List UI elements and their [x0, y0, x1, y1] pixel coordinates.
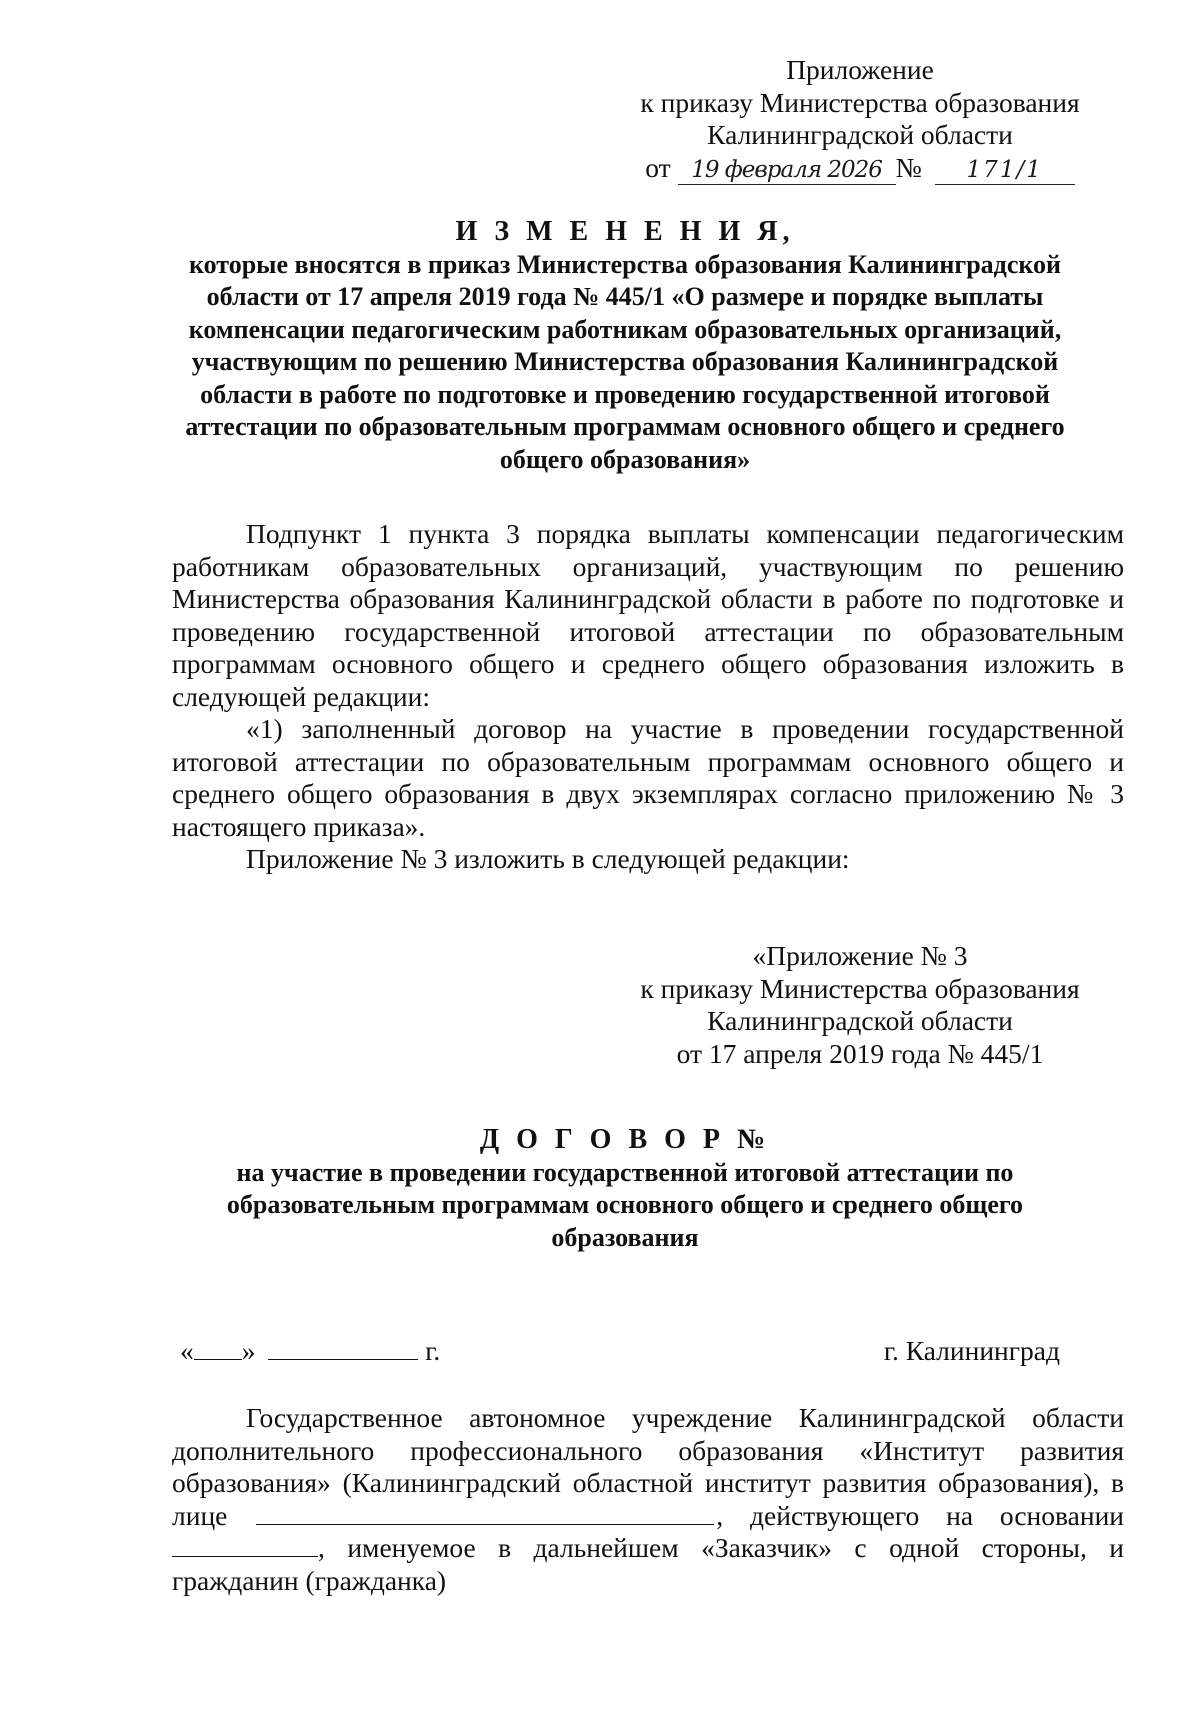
parties-text-2: , действующего на основании: [716, 1499, 1125, 1531]
basis-blank[interactable]: [172, 1532, 318, 1557]
open-quote: «: [180, 1335, 194, 1366]
changes-title: [160, 216, 1090, 476]
changes-subtitle: которые вносятся в приказ Министерства образования Калининградской области от 17 апреля 2019 года № 445/1 «О размере и порядке выплаты компенсации педагогическим работникам образовательных организаций, участвующим по решению Министерства образования Калининградской области в работе по подготовке и проведению государственной итоговой аттестации по образовательным программам основного общего и среднего общего образования»: [185, 249, 1065, 474]
contract-date-row: [180, 1335, 1060, 1368]
contract-parties-paragraph: [172, 1402, 1124, 1597]
paragraph-appendix-note: Приложение № 3 изложить в следующей редакции:: [246, 843, 850, 874]
close-quote: »: [241, 1335, 256, 1366]
contract-title: [160, 1124, 1090, 1254]
appendix3-header: [600, 940, 1120, 1070]
appendix-date-number: [600, 152, 1120, 185]
handwritten-date: 19 февраля 2026: [678, 156, 896, 185]
appendix3-label: «Приложение № 3: [752, 940, 968, 971]
appendix-order-ref: к приказу Министерства образования: [640, 86, 1080, 118]
handwritten-number: 171/1: [935, 156, 1075, 185]
contract-subtitle: на участие в проведении государственной итоговой аттестации по образовательным программам основного общего и среднего общего образования: [226, 1157, 1024, 1252]
appendix3-region: Калининградской области: [707, 1005, 1013, 1036]
day-blank[interactable]: [194, 1335, 242, 1360]
appendix3-order-ref: к приказу Министерства образования: [640, 972, 1080, 1004]
parties-text-3: , именуемое в дальнейшем «Заказчик» с одной стороны, и гражданин (гражданка): [172, 1532, 1124, 1596]
paragraph-subpoint: Подпункт 1 пункта 3 порядка выплаты компенсации педагогическим работникам образовательных организаций, участвующим по решению Министерства образования Калининградской области в работе по подготовке и проведению государственной итоговой аттестации по образовательным программам основного общего и среднего общего образования изложить в следующей редакции:: [172, 518, 1124, 712]
appendix-region: Калининградской области: [707, 119, 1013, 150]
contract-heading: Д О Г О В О Р №: [479, 1124, 771, 1155]
month-blank[interactable]: [268, 1335, 418, 1360]
contract-city: г. Калининград: [883, 1335, 1060, 1366]
appendix-label: Приложение: [786, 54, 934, 85]
appendix3-date: от 17 апреля 2019 года № 445/1: [676, 1037, 1044, 1069]
changes-body: [172, 518, 1124, 876]
representative-blank[interactable]: [256, 1500, 714, 1525]
year-suffix: г.: [425, 1335, 441, 1366]
parties-text-1: Государственное автономное учреждение Калининградской области дополнительного профессионального образования «Институт развития образования» (Калининградский областной институт развития образования), в лице: [172, 1402, 1124, 1531]
changes-heading: И З М Е Н Е Н И Я,: [455, 216, 795, 247]
contract-date: [180, 1335, 440, 1368]
paragraph-quote: «1) заполненный договор на участие в проведении государственной итоговой аттестации по образовательным программам основного общего и среднего общего образования в двух экземплярах согласно приложению № 3 настоящего приказа».: [172, 713, 1124, 842]
date-prefix: от: [645, 151, 671, 183]
number-sign: №: [895, 151, 922, 183]
contract-body: [172, 1402, 1124, 1597]
appendix-header: [600, 54, 1120, 185]
